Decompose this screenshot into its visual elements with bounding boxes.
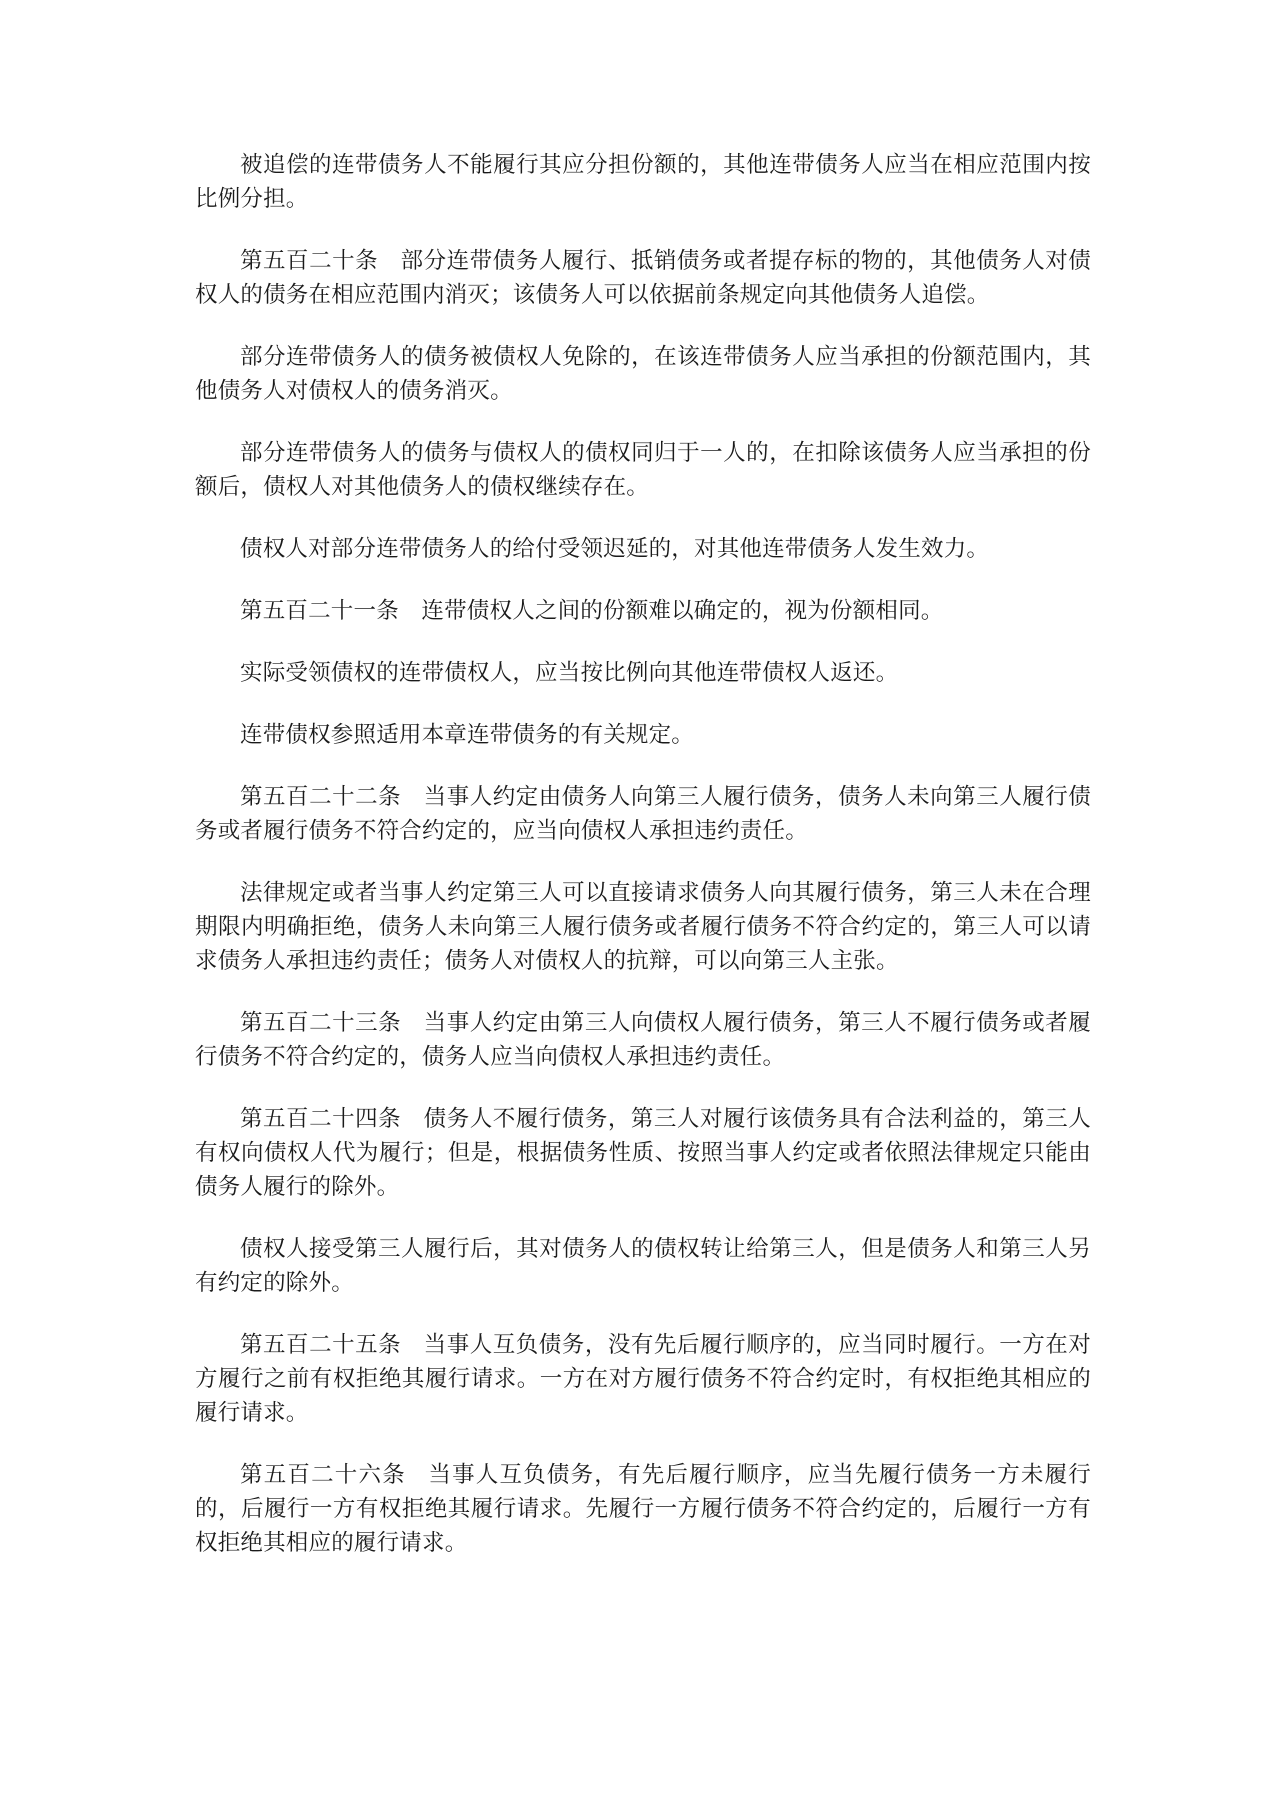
paragraph-text: 债权人接受第三人履行后，其对债务人的债权转让给第三人，但是债务人和第三人另有约定的除外。 xyxy=(195,1236,1091,1296)
paragraph-text: 债务人不履行债务，第三人对履行该债务具有合法利益的，第三人有权向债权人代为履行；但是，根据债务性质、按照当事人约定或者依照法律规定只能由债务人履行的除外。 xyxy=(195,1106,1091,1200)
paragraph xyxy=(195,340,1091,408)
article-number: 第五百二十二条 xyxy=(240,784,402,810)
paragraph xyxy=(195,532,1091,566)
paragraph-text: 当事人约定由第三人向债权人履行债务，第三人不履行债务或者履行债务不符合约定的，债务人应当向债权人承担违约责任。 xyxy=(195,1010,1091,1070)
document-body xyxy=(195,148,1091,1560)
paragraph-text: 法律规定或者当事人约定第三人可以直接请求债务人向其履行债务，第三人未在合理期限内明确拒绝，债务人未向第三人履行债务或者履行债务不符合约定的，第三人可以请求债务人承担违约责任；债务人对债权人的抗辩，可以向第三人主张。 xyxy=(195,880,1091,974)
paragraph-text: 债权人对部分连带债务人的给付受领迟延的，对其他连带债务人发生效力。 xyxy=(240,536,990,562)
article-paragraph xyxy=(195,1328,1091,1430)
article-number: 第五百二十四条 xyxy=(240,1106,402,1132)
article-number: 第五百二十条 xyxy=(240,248,379,274)
paragraph-text: 部分连带债务人的债务被债权人免除的，在该连带债务人应当承担的份额范围内，其他债务人对债权人的债务消灭。 xyxy=(195,344,1091,404)
paragraph xyxy=(195,876,1091,978)
paragraph xyxy=(195,656,1091,690)
article-paragraph xyxy=(195,1458,1091,1560)
paragraph-text: 当事人约定由债务人向第三人履行债务，债务人未向第三人履行债务或者履行债务不符合约定的，应当向债权人承担违约责任。 xyxy=(195,784,1091,844)
article-paragraph xyxy=(195,780,1091,848)
article-number: 第五百二十六条 xyxy=(240,1462,406,1488)
paragraph-text: 当事人互负债务，有先后履行顺序，应当先履行债务一方未履行的，后履行一方有权拒绝其履行请求。先履行一方履行债务不符合约定的，后履行一方有权拒绝其相应的履行请求。 xyxy=(195,1462,1091,1556)
article-paragraph xyxy=(195,594,1091,628)
paragraph xyxy=(195,1232,1091,1300)
article-paragraph xyxy=(195,1006,1091,1074)
paragraph xyxy=(195,436,1091,504)
paragraph-text: 实际受领债权的连带债权人，应当按比例向其他连带债权人返还。 xyxy=(240,660,899,686)
paragraph-text: 部分连带债务人履行、抵销债务或者提存标的物的，其他债务人对债权人的债务在相应范围内消灭；该债务人可以依据前条规定向其他债务人追偿。 xyxy=(195,248,1091,308)
article-number: 第五百二十五条 xyxy=(240,1332,402,1358)
article-number: 第五百二十三条 xyxy=(240,1010,402,1036)
paragraph-text: 连带债权人之间的份额难以确定的，视为份额相同。 xyxy=(421,598,944,624)
paragraph-text: 部分连带债务人的债务与债权人的债权同归于一人的，在扣除该债务人应当承担的份额后，债权人对其他债务人的债权继续存在。 xyxy=(195,440,1091,500)
article-paragraph xyxy=(195,244,1091,312)
paragraph-text: 被追偿的连带债务人不能履行其应分担份额的，其他连带债务人应当在相应范围内按比例分担。 xyxy=(195,152,1091,212)
article-paragraph xyxy=(195,1102,1091,1204)
paragraph xyxy=(195,718,1091,752)
paragraph xyxy=(195,148,1091,216)
article-number: 第五百二十一条 xyxy=(240,598,399,624)
paragraph-text: 连带债权参照适用本章连带债务的有关规定。 xyxy=(240,722,695,748)
paragraph-text: 当事人互负债务，没有先后履行顺序的，应当同时履行。一方在对方履行之前有权拒绝其履行请求。一方在对方履行债务不符合约定时，有权拒绝其相应的履行请求。 xyxy=(195,1332,1091,1426)
